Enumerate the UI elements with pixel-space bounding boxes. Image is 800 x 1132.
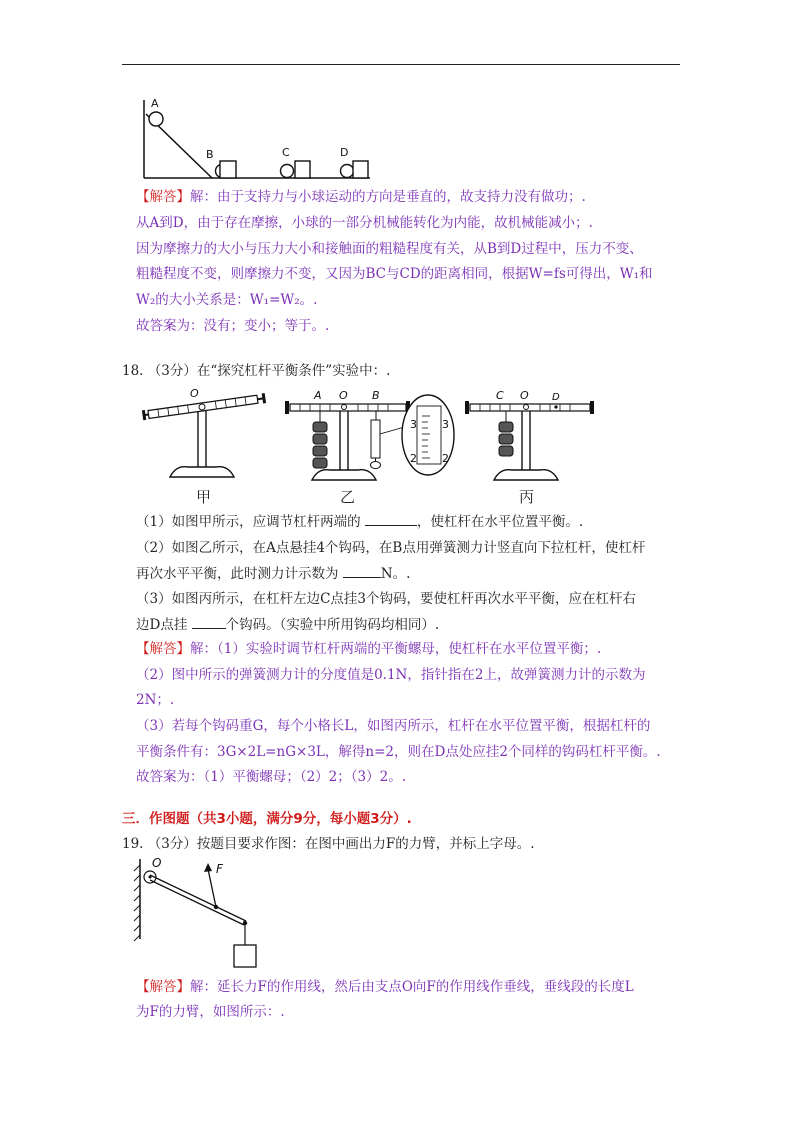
bing-label-o: O — [520, 389, 529, 402]
blank-3[interactable] — [192, 616, 226, 629]
a18-text1: 解：（1）实验时调节杠杆两端的平衡螺母，使杠杆在水平位置平衡；. — [190, 641, 602, 657]
q18-part1 — [136, 513, 583, 531]
scale-2-right: 2 — [442, 452, 449, 465]
lever-figure-jia — [140, 385, 270, 483]
a19-line1 — [136, 978, 634, 996]
scale-3-right: 3 — [442, 418, 449, 431]
a18-line2: （2）图中所示的弹簧测力计的分度值是0.1N，指针指在2上，故弹簧测力计的示数为 — [136, 667, 646, 683]
jia-label-o: O — [190, 387, 199, 400]
q18-stem: 18. （3分）在“探究杠杆平衡条件”实验中：. — [122, 363, 391, 379]
answer-tag: 【解答】 — [136, 641, 190, 657]
label-d: D — [340, 146, 349, 159]
a19-line2: 为F的力臂，如图所示：. — [136, 1004, 285, 1020]
a18-line4: （3）若每个钩码重G，每个小格长L，如图丙所示，杠杆在水平位置平衡，根据杠杆的 — [136, 718, 651, 734]
label-o: O — [152, 856, 162, 870]
a17-line1 — [136, 188, 586, 206]
q18-p3c: 个钩码。（实验中所用钩码均相同）. — [225, 617, 440, 633]
q18-p2c: N。. — [380, 566, 411, 582]
lever-figure-bing — [462, 386, 612, 486]
lever-arm-figure — [132, 855, 272, 973]
a19-text1: 解：延长力F的作用线，然后由支点O向F的作用线作垂线，垂线段的长度L — [190, 979, 634, 995]
q18-p1b: ，使杠杆在水平位置平衡。. — [416, 514, 584, 530]
q18-part2-line2 — [136, 565, 410, 583]
q18-part3-line1: （3）如图丙所示，在杠杆左边C点挂3个钩码，要使杠杆再次水平平衡，应在杠杆右 — [136, 591, 637, 607]
a17-line4: 粗糙程度不变，则摩擦力不变，又因为BC与CD的距离相同，根据W=fs可得出，W₁和 — [136, 266, 653, 282]
answer-tag: 【解答】 — [136, 979, 190, 995]
a17-line3: 因为摩擦力的大小与压力大小和接触面的粗糙程度有关，从B到D过程中，压力不变、 — [136, 241, 643, 257]
label-b: B — [206, 148, 214, 161]
a18-line6: 故答案为：（1）平衡螺母；（2）2；（3）2。. — [136, 769, 406, 785]
a18-line3: 2N；. — [136, 692, 175, 708]
section-3-title: 三．作图题（共3小题，满分9分，每小题3分）. — [122, 811, 412, 827]
a17-line5: W₂的大小关系是：W₁=W₂。. — [136, 292, 318, 308]
q18-part2-line1: （2）如图乙所示，在A点悬挂4个钩码，在B点用弹簧测力计竖直向下拉杠杆，使杠杆 — [136, 540, 646, 556]
label-a: A — [151, 97, 159, 110]
q18-p1a: （1）如图甲所示，应调节杠杆两端的 — [136, 514, 361, 530]
a18-line1 — [136, 640, 601, 658]
a17-text1: 解：由于支持力与小球运动的方向是垂直的，故支持力没有做功；. — [190, 189, 586, 205]
caption-jia: 甲 — [196, 488, 212, 506]
scale-3-left: 3 — [410, 418, 417, 431]
scale-2-left: 2 — [410, 452, 417, 465]
a18-line5: 平衡条件有：3G×2L=nG×3L，解得n=2，则在D点处应挂2个同样的钩码杠杆平衡。. — [136, 744, 661, 760]
blank-2[interactable] — [343, 565, 381, 578]
a17-line6: 故答案为：没有；变小；等于。. — [136, 318, 330, 334]
answer-tag: 【解答】 — [136, 189, 190, 205]
yi-label-b: B — [372, 389, 380, 402]
caption-bing: 丙 — [519, 488, 535, 506]
a17-line2: 从A到D，由于存在摩擦，小球的一部分机械能转化为内能，故机械能减小；. — [136, 215, 593, 231]
q18-p2b: 再次水平平衡，此时测力计示数为 — [136, 566, 339, 582]
label-f: F — [216, 862, 223, 876]
bing-label-d: D — [552, 392, 560, 403]
q18-part3-line2 — [136, 616, 439, 634]
yi-label-o: O — [339, 389, 348, 402]
caption-yi: 乙 — [340, 488, 356, 506]
blank-1[interactable] — [365, 513, 417, 526]
q18-p3b: 边D点挂 — [136, 617, 188, 633]
label-c: C — [282, 146, 290, 159]
bing-label-c: C — [496, 389, 504, 402]
q19-stem: 19. （3分）按题目要求作图：在图中画出力F的力臂，并标上字母。. — [122, 836, 535, 852]
lever-figure-yi — [284, 386, 464, 486]
yi-label-a: A — [314, 389, 322, 402]
top-rule — [122, 64, 680, 65]
ramp-figure — [136, 92, 376, 184]
